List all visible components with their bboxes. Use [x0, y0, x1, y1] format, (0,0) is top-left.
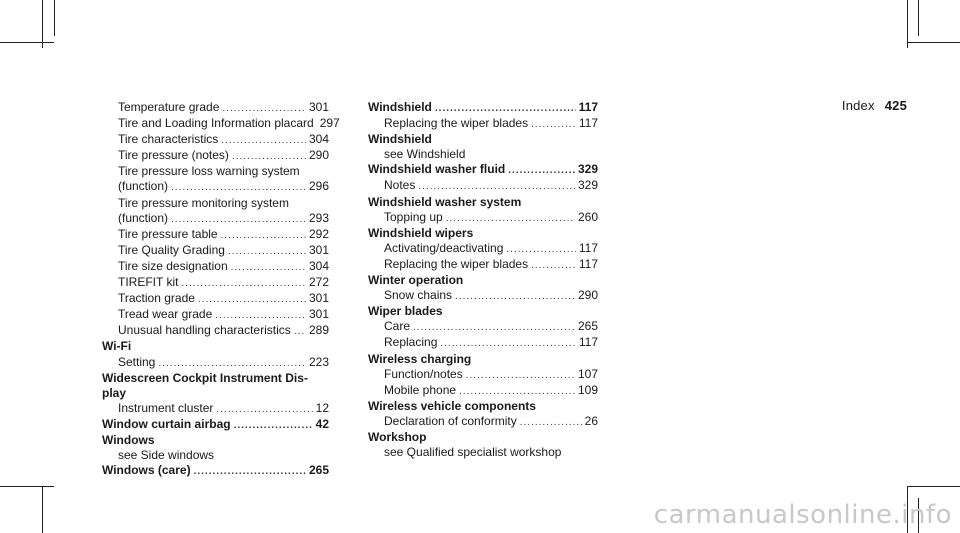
entry-page-number: 329 [577, 178, 598, 193]
index-entry [102, 417, 329, 433]
entry-term: Wireless charging [368, 351, 472, 366]
index-entry [368, 210, 598, 226]
crop-mark [0, 486, 54, 487]
index-entry [102, 433, 329, 448]
dot-leader [181, 276, 306, 291]
dot-leader [506, 242, 575, 257]
entry-term: Workshop [368, 429, 427, 444]
dot-leader [215, 308, 306, 323]
entry-term: Wireless vehicle components [368, 398, 536, 413]
dot-leader [520, 415, 582, 430]
index-entry [368, 147, 598, 162]
index-entry [368, 383, 598, 399]
index-entry [102, 275, 329, 291]
index-column-right [368, 100, 598, 460]
index-entry [102, 448, 329, 463]
entry-term: Widescreen Cockpit Instrument Dis- [102, 370, 308, 385]
index-entry [102, 100, 329, 116]
crop-mark [907, 0, 908, 48]
entry-page-number: 272 [308, 275, 329, 290]
dot-leader [234, 418, 313, 433]
entry-term: Tire and Loading Information placard [118, 116, 314, 131]
entry-term: Traction grade [118, 291, 195, 306]
dot-leader [232, 149, 306, 164]
index-entry [368, 116, 598, 132]
index-entry [368, 226, 598, 241]
dot-leader [231, 260, 306, 275]
entry-term: Window curtain airbag [102, 416, 231, 431]
entry-page-number: 12 [315, 400, 329, 415]
index-entry [368, 367, 598, 383]
entry-page-number: 265 [577, 319, 598, 334]
dot-leader [198, 292, 306, 307]
index-entry [368, 132, 598, 147]
index-entry [368, 241, 598, 257]
entry-page-number: 292 [308, 226, 329, 241]
entry-page-number: 301 [308, 242, 329, 257]
entry-term: Care [384, 319, 411, 334]
entry-term: Windshield washer fluid [368, 162, 506, 177]
entry-term: Tire pressure (notes) [118, 148, 229, 163]
entry-page-number: 301 [308, 307, 329, 322]
dot-leader [216, 402, 312, 417]
index-entry [368, 445, 598, 460]
index-entry [102, 227, 329, 243]
entry-term: Unusual handling characteristics [118, 323, 291, 338]
dot-leader [531, 117, 576, 132]
entry-page-number: 296 [308, 179, 329, 194]
entry-term: Temperature grade [118, 100, 220, 114]
entry-term: Instrument cluster [118, 400, 214, 415]
entry-term: Function/notes [384, 366, 463, 381]
entry-page-number: 260 [577, 209, 598, 224]
index-entry [102, 291, 329, 307]
crop-mark [0, 42, 54, 43]
entry-term: Declaration of conformity [384, 413, 517, 428]
dot-leader [228, 244, 306, 259]
entry-term: Tire characteristics [118, 132, 219, 147]
entry-term: Snow chains [384, 288, 453, 303]
entry-page-number: 304 [308, 258, 329, 273]
entry-term: Setting [118, 354, 156, 369]
entry-term: see Windshield [384, 147, 466, 162]
entry-page-number: 304 [308, 132, 329, 147]
dot-leader [508, 163, 575, 178]
entry-page-number: 265 [308, 463, 329, 478]
dot-leader [459, 384, 575, 399]
entry-term: Tire size designation [118, 258, 228, 273]
watermark: carmanualsonline.info [653, 500, 952, 530]
entry-term: Winter operation [368, 273, 464, 288]
entry-term: Notes [384, 178, 416, 193]
index-entry [368, 257, 598, 273]
page-header [842, 98, 907, 113]
entry-term: see Side windows [118, 448, 215, 463]
crop-mark [918, 0, 919, 36]
dot-leader [440, 336, 575, 351]
entry-term: Windows (care) [102, 463, 191, 478]
dot-leader [221, 133, 306, 148]
entry-term: Mobile phone [384, 382, 457, 397]
entry-term: Windshield [368, 100, 432, 114]
entry-term: Windshield washer system [368, 194, 522, 209]
index-entry [368, 195, 598, 210]
entry-term: Activating/deactivating [384, 240, 504, 255]
index-entry [368, 352, 598, 367]
index-entry [102, 386, 329, 401]
entry-page-number: 301 [308, 100, 329, 114]
entry-term: (function) [118, 210, 169, 225]
dot-leader [446, 211, 575, 226]
crop-mark [907, 42, 960, 43]
index-column-left [102, 100, 340, 479]
entry-page-number: 117 [578, 116, 598, 131]
index-entry [368, 273, 598, 288]
index-entry [368, 304, 598, 319]
index-entry [368, 335, 598, 351]
index-entry [102, 196, 329, 211]
entry-term: Replacing the wiper blades [384, 256, 529, 271]
dot-leader [413, 320, 575, 335]
entry-term: Windows [102, 432, 155, 447]
entry-term: Topping up [384, 209, 443, 224]
section-label: Index [841, 98, 875, 113]
entry-term: see Qualified specialist workshop [384, 445, 562, 460]
entry-page-number: 301 [308, 291, 329, 306]
dot-leader [158, 356, 306, 371]
index-entry [368, 319, 598, 335]
dot-leader [221, 228, 306, 243]
entry-page-number: 117 [578, 335, 598, 350]
entry-page-number: 117 [578, 240, 598, 255]
index-entry [102, 164, 329, 179]
index-entry [368, 430, 598, 445]
index-entry [102, 259, 329, 275]
entry-term: Wi-Fi [102, 339, 132, 354]
dot-leader [171, 180, 306, 195]
entry-page-number: 297 [319, 116, 340, 131]
dot-leader [171, 212, 306, 227]
index-entry [102, 463, 329, 479]
entry-term: Tire Quality Grading [118, 242, 225, 257]
dot-leader [194, 464, 306, 479]
dot-leader [531, 258, 576, 273]
entry-page-number: 42 [315, 416, 329, 431]
index-entry [368, 162, 598, 178]
crop-mark [54, 0, 55, 36]
entry-page-number: 329 [577, 162, 598, 177]
dot-leader [435, 101, 576, 116]
entry-page-number: 223 [308, 354, 329, 369]
entry-page-number: 117 [578, 256, 598, 271]
index-entry [102, 179, 329, 195]
entry-page-number: 26 [584, 413, 598, 428]
index-entry [102, 401, 329, 417]
entry-page-number: 107 [577, 366, 598, 381]
index-entry [102, 148, 329, 164]
entry-page-number: 117 [578, 100, 598, 114]
entry-page-number: 290 [577, 288, 598, 303]
entry-term: Tire pressure table [118, 226, 218, 241]
entry-term: Windshield wipers [368, 225, 474, 240]
dot-leader [294, 324, 306, 339]
dot-leader [222, 101, 306, 116]
index-entry [368, 100, 598, 116]
index-entry [102, 132, 329, 148]
index-entry [368, 178, 598, 194]
entry-term: Windshield [368, 132, 432, 147]
entry-page-number: 109 [577, 382, 598, 397]
entry-term: Tire pressure monitoring system [118, 195, 289, 210]
index-entry [368, 399, 598, 414]
dot-leader [455, 289, 575, 304]
dot-leader [466, 368, 575, 383]
entry-term: TIREFIT kit [118, 275, 179, 290]
index-entry [102, 339, 329, 354]
index-entry [368, 288, 598, 304]
entry-page-number: 289 [308, 323, 329, 338]
index-entry [102, 371, 329, 386]
page-number: 425 [884, 98, 907, 113]
entry-term: (function) [118, 179, 169, 194]
crop-mark [42, 486, 43, 533]
dot-leader [418, 179, 575, 194]
entry-term: play [102, 385, 127, 400]
index-entry [102, 211, 329, 227]
index-entry [102, 355, 329, 371]
entry-term: Replacing the wiper blades [384, 116, 529, 131]
entry-term: Replacing [384, 335, 438, 350]
entry-page-number: 293 [308, 210, 329, 225]
entry-term: Tread wear grade [118, 307, 213, 322]
entry-term: Tire pressure loss warning system [118, 164, 300, 179]
index-entry [368, 414, 598, 430]
crop-mark [907, 486, 960, 487]
index-entry [102, 116, 340, 132]
entry-term: Wiper blades [368, 304, 443, 319]
index-entry [102, 323, 329, 339]
entry-page-number: 290 [308, 148, 329, 163]
index-entry [102, 307, 329, 323]
crop-mark [42, 0, 43, 48]
index-entry [102, 243, 329, 259]
